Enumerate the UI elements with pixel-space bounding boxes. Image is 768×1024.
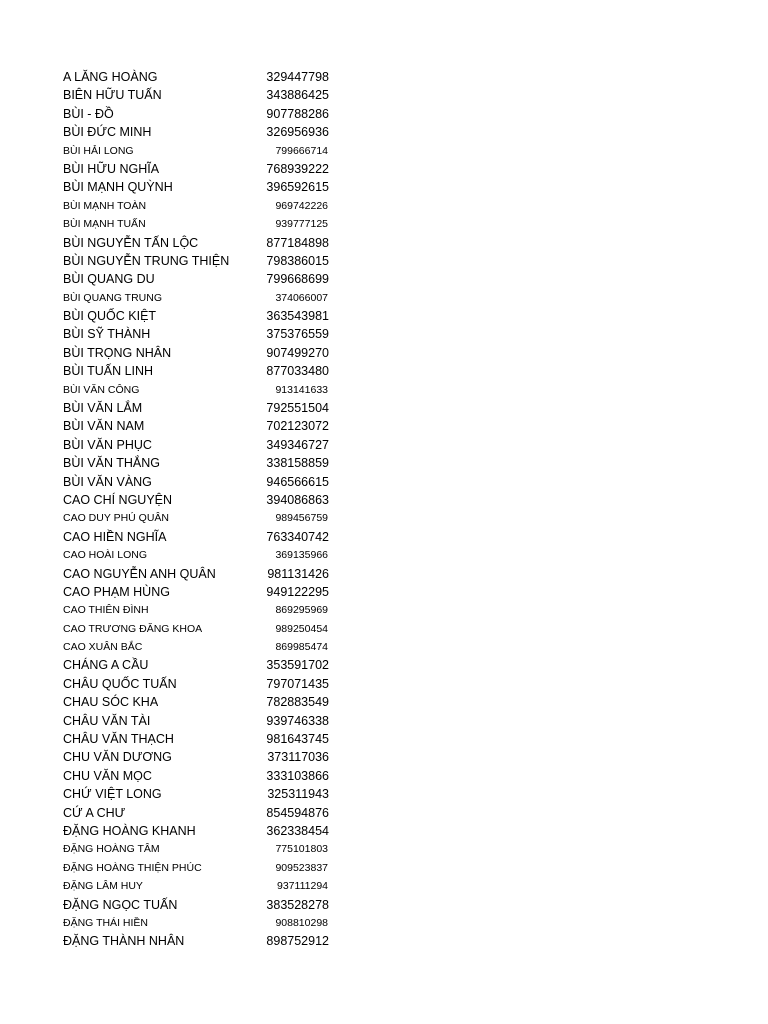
list-item <box>63 859 329 877</box>
contact-name: BÙI ĐỨC MINH <box>63 125 152 140</box>
contact-phone: 799666714 <box>275 144 328 157</box>
list-item <box>63 142 329 160</box>
contact-phone: 939777125 <box>275 218 328 231</box>
contact-phone: 775101803 <box>275 843 328 856</box>
contact-name: A LĂNG HOÀNG <box>63 69 158 84</box>
contact-name: CAO CHÍ NGUYỆN <box>63 492 173 507</box>
list-item <box>63 344 329 362</box>
contact-phone: 869295969 <box>275 604 328 617</box>
contact-name: CAO HOÀI LONG <box>63 549 148 562</box>
contact-phone: 877033480 <box>266 364 329 379</box>
contact-phone: 908810298 <box>275 916 328 929</box>
contact-name: BÙI VĂN VÀNG <box>63 474 152 489</box>
contact-name: BÙI VĂN PHỤC <box>63 437 152 452</box>
list-item <box>63 325 329 343</box>
contact-name: BÙI QUỐC KIỆT <box>63 309 157 324</box>
contact-phone: 969742226 <box>275 199 328 212</box>
list-item <box>63 307 329 325</box>
list-item <box>63 748 329 766</box>
contact-name: BÙI VĂN LẮM <box>63 401 143 416</box>
list-item <box>63 197 329 215</box>
list-item <box>63 491 329 509</box>
list-item <box>63 270 329 288</box>
contact-phone: 946566615 <box>266 474 329 489</box>
contact-phone: 854594876 <box>266 805 329 820</box>
contact-phone: 363543981 <box>266 309 329 324</box>
contact-phone: 981131426 <box>267 566 329 581</box>
contact-phone: 877184898 <box>266 235 329 250</box>
contact-phone: 338158859 <box>266 456 329 471</box>
contact-name: CAO HIỀN NGHĨA <box>63 529 167 544</box>
contact-phone: 343886425 <box>266 88 329 103</box>
contact-name: BÙI MẠNH QUỲNH <box>63 180 173 195</box>
contact-name: BÙI NGUYỄN TRUNG THIỆN <box>63 253 230 268</box>
list-item <box>63 638 329 656</box>
list-item <box>63 252 329 270</box>
list-item <box>63 381 329 399</box>
contact-name: BÙI SỸ THÀNH <box>63 327 151 342</box>
contact-phone: 913141633 <box>275 383 328 396</box>
contact-phone: 369135966 <box>275 549 328 562</box>
list-item <box>63 362 329 380</box>
contact-name: ĐẶNG LÂM HUY <box>63 880 143 893</box>
contact-phone: 939746338 <box>266 713 329 728</box>
contact-name: BÙI VĂN CÔNG <box>63 383 140 396</box>
contact-name: BÙI NGUYỄN TẤN LỘC <box>63 235 199 250</box>
list-item <box>63 528 329 546</box>
list-item <box>63 693 329 711</box>
contact-name: CHỨ VIỆT LONG <box>63 787 162 802</box>
contact-phone: 373117036 <box>267 750 329 765</box>
contact-name: BÙI TUẤN LINH <box>63 364 154 379</box>
contact-list <box>63 68 329 951</box>
list-item <box>63 289 329 307</box>
contact-phone: 374066007 <box>275 291 328 304</box>
contact-name: CAO DUY PHÚ QUÂN <box>63 512 169 525</box>
contact-name: CHU VĂN MỌC <box>63 768 152 783</box>
list-item <box>63 417 329 435</box>
list-item <box>63 86 329 104</box>
contact-name: CHÂU VĂN THẠCH <box>63 732 174 747</box>
list-item <box>63 620 329 638</box>
contact-phone: 353591702 <box>266 658 329 673</box>
contact-name: CỨ A CHƯ <box>63 805 126 820</box>
contact-name: CHU VĂN DƯƠNG <box>63 750 172 765</box>
list-item <box>63 178 329 196</box>
contact-phone: 792551504 <box>266 401 329 416</box>
list-item <box>63 896 329 914</box>
list-item <box>63 509 329 527</box>
contact-name: CAO PHẠM HÙNG <box>63 584 170 599</box>
list-item <box>63 123 329 141</box>
list-item <box>63 840 329 858</box>
contact-name: ĐẶNG HOÀNG KHANH <box>63 824 196 838</box>
list-item <box>63 565 329 583</box>
contact-phone: 907788286 <box>266 106 329 121</box>
contact-name: ĐẶNG NGỌC TUẤN <box>63 897 178 912</box>
contact-name: CAO THIÊN ĐÌNH <box>63 604 149 617</box>
contact-name: ĐẶNG HOÀNG THIỆN PHÚC <box>63 861 202 874</box>
contact-phone: 909523837 <box>275 861 328 874</box>
list-item <box>63 436 329 454</box>
contact-phone: 799668699 <box>266 272 329 287</box>
contact-name: CAO TRƯƠNG ĐĂNG KHOA <box>63 622 203 635</box>
contact-name: CAO XUÂN BẮC <box>63 641 143 654</box>
contact-name: BÙI MẠNH TUẤN <box>63 218 146 231</box>
contact-name: BÙI VĂN THẮNG <box>63 456 161 471</box>
list-item <box>63 877 329 895</box>
contact-name: ĐẶNG THÀNH NHÂN <box>63 934 185 949</box>
list-item <box>63 473 329 491</box>
contact-phone: 326956936 <box>266 125 329 140</box>
list-item <box>63 234 329 252</box>
contact-phone: 702123072 <box>266 419 329 434</box>
contact-phone: 869985474 <box>275 641 328 654</box>
contact-name: ĐẶNG HOÀNG TÂM <box>63 843 160 856</box>
contact-name: BÙI MẠNH TOÀN <box>63 199 147 212</box>
list-item <box>63 160 329 178</box>
list-item <box>63 804 329 822</box>
contact-phone: 981643745 <box>266 732 329 747</box>
contact-phone: 394086863 <box>266 492 329 507</box>
list-item <box>63 657 329 675</box>
list-item <box>63 730 329 748</box>
contact-phone: 362338454 <box>266 824 329 838</box>
contact-phone: 782883549 <box>266 695 329 710</box>
list-item <box>63 215 329 233</box>
contact-name: BÙI HẢI LONG <box>63 144 134 157</box>
contact-phone: 989250454 <box>275 622 328 635</box>
list-item <box>63 822 329 840</box>
contact-phone: 937111294 <box>277 880 328 893</box>
list-item <box>63 932 329 950</box>
contact-phone: 349346727 <box>266 437 329 452</box>
list-item <box>63 675 329 693</box>
contact-name: BÙI VĂN NAM <box>63 419 145 434</box>
contact-name: CHÁNG A CẦU <box>63 658 149 673</box>
contact-name: CHÂU QUỐC TUẤN <box>63 676 177 691</box>
contact-phone: 763340742 <box>266 529 329 544</box>
contact-name: BÙI HỮU NGHĨA <box>63 161 160 176</box>
list-item <box>63 914 329 932</box>
contact-name: BIÊN HỮU TUẤN <box>63 88 162 103</box>
contact-name: BÙI QUANG DU <box>63 272 155 287</box>
list-item <box>63 712 329 730</box>
contact-phone: 898752912 <box>266 934 329 949</box>
list-item <box>63 583 329 601</box>
contact-phone: 949122295 <box>266 584 329 599</box>
contact-phone: 375376559 <box>266 327 329 342</box>
list-item <box>63 454 329 472</box>
contact-phone: 798386015 <box>266 253 329 268</box>
list-item <box>63 601 329 619</box>
contact-name: BÙI - ĐỒ <box>63 106 114 121</box>
contact-phone: 325311943 <box>267 787 329 802</box>
contact-phone: 989456759 <box>275 512 328 525</box>
list-item <box>63 785 329 803</box>
contact-name: CAO NGUYỄN ANH QUÂN <box>63 566 216 581</box>
contact-phone: 333103866 <box>266 768 329 783</box>
contact-name: BÙI TRỌNG NHÂN <box>63 345 172 360</box>
contact-name: ĐẶNG THÁI HIỀN <box>63 916 148 929</box>
contact-phone: 768939222 <box>266 161 329 176</box>
list-item <box>63 546 329 564</box>
list-item <box>63 399 329 417</box>
contact-phone: 907499270 <box>266 345 329 360</box>
contact-name: BÙI QUANG TRUNG <box>63 291 162 304</box>
contact-phone: 383528278 <box>266 897 329 912</box>
contact-phone: 329447798 <box>266 69 329 84</box>
list-item <box>63 68 329 86</box>
list-item <box>63 767 329 785</box>
list-item <box>63 105 329 123</box>
contact-name: CHÂU VĂN TÀI <box>63 713 151 728</box>
contact-phone: 797071435 <box>266 676 329 691</box>
contact-name: CHAU SÓC KHA <box>63 695 159 710</box>
contact-phone: 396592615 <box>266 180 329 195</box>
